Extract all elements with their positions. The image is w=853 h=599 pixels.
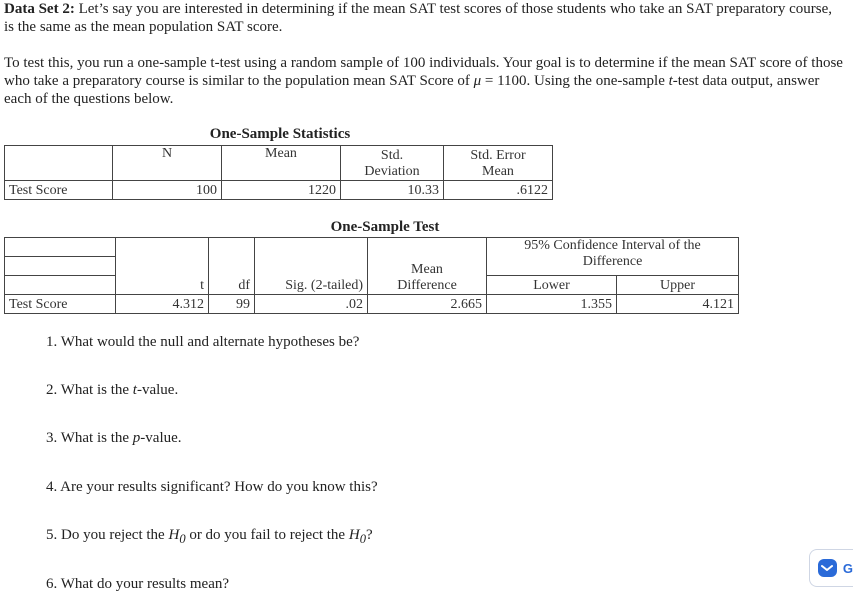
value-upper: 4.121	[617, 295, 739, 314]
header-md-line1: Mean	[411, 262, 443, 277]
test-table-caption: One-Sample Test	[330, 219, 440, 235]
q2-text-a: 2. What is the	[46, 382, 133, 398]
mu-symbol: μ	[473, 73, 482, 89]
value-df: 99	[209, 295, 255, 314]
data-set-label: Data Set 2:	[4, 1, 75, 17]
table-row	[5, 181, 553, 200]
value-mean-difference: 2.665	[368, 295, 487, 314]
q5-h-symbol-2: H	[348, 527, 360, 543]
q2-t-symbol: t	[132, 382, 137, 398]
q5-h-symbol: H	[168, 527, 180, 543]
one-sample-statistics-table	[4, 145, 553, 200]
stats-table-caption: One-Sample Statistics	[209, 126, 351, 142]
header-n: N	[113, 146, 222, 181]
header-sig: Sig. (2-tailed)	[255, 238, 368, 295]
header-std-error-mean	[444, 146, 553, 181]
chat-icon[interactable]	[818, 559, 837, 577]
t-symbol: t	[668, 73, 673, 89]
chat-widget-button[interactable]	[809, 549, 853, 587]
value-std-error-mean: .6122	[444, 181, 553, 200]
intro-paragraph	[4, 0, 844, 36]
question-6: 6. What do your results mean?	[46, 576, 230, 592]
empty-header-cell	[5, 238, 116, 257]
q5-text-c: ?	[365, 527, 373, 543]
chat-widget-letter[interactable]: G	[842, 560, 853, 576]
table-header-row-1	[5, 238, 739, 257]
ci-header-line2: Difference	[582, 254, 643, 269]
row-label: Test Score	[5, 295, 116, 314]
q5-text-b: or do you fail to reject the	[185, 527, 349, 543]
value-mean: 1220	[222, 181, 341, 200]
table-header-row	[5, 146, 553, 181]
header-upper: Upper	[617, 276, 739, 295]
header-mean: Mean	[222, 146, 341, 181]
header-sd-line1: Std.	[380, 148, 404, 163]
header-df: df	[209, 238, 255, 295]
q3-p-symbol: p	[132, 430, 141, 446]
q3-text-a: 3. What is the	[46, 430, 133, 446]
question-2	[46, 382, 178, 399]
header-md-line2: Difference	[397, 278, 457, 293]
row-label: Test Score	[5, 181, 113, 200]
value-t: 4.312	[116, 295, 209, 314]
table-row	[5, 295, 739, 314]
ci-header-line1: 95% Confidence Interval of the	[524, 238, 701, 253]
header-se-line1: Std. Error	[470, 148, 526, 163]
empty-header-cell	[5, 146, 113, 181]
header-std-deviation	[341, 146, 444, 181]
q5-h-subscript-2: 0	[359, 532, 366, 546]
instructions-text-a: To test this, you run a one-sample t-test using a random sample of 100 individuals. Your goal is to determine if the mean SAT score of those who take a preparatory course is similar to the population mean SAT Score of	[4, 55, 843, 89]
header-confidence-interval	[487, 238, 739, 276]
q3-text-c: -value.	[140, 430, 182, 446]
question-3	[46, 430, 182, 447]
q5-text-a: 5. Do you reject the	[46, 527, 169, 543]
empty-header-cell	[5, 257, 116, 276]
one-sample-test-table	[4, 237, 739, 314]
value-n: 100	[113, 181, 222, 200]
q5-h-subscript: 0	[179, 532, 186, 546]
header-se-line2: Mean	[482, 164, 514, 179]
value-std-deviation: 10.33	[341, 181, 444, 200]
q2-text-c: -value.	[136, 382, 179, 398]
question-4: 4. Are your results significant? How do you know this?	[46, 479, 378, 495]
header-t: t	[116, 238, 209, 295]
header-lower: Lower	[487, 276, 617, 295]
header-mean-difference	[368, 238, 487, 295]
instructions-text-b: -test data output, answer each of the questions below.	[4, 73, 820, 107]
header-sd-line2: Deviation	[364, 164, 420, 179]
value-sig: .02	[255, 295, 368, 314]
value-lower: 1.355	[487, 295, 617, 314]
instructions-paragraph	[4, 54, 844, 108]
question-1: 1. What would the null and alternate hypotheses be?	[46, 334, 360, 350]
intro-text: Let’s say you are interested in determining if the mean SAT test scores of those students who take an SAT preparatory course, is the same as the mean population SAT score.	[4, 1, 832, 35]
empty-header-cell	[5, 276, 116, 295]
instructions-text-eq: = 1100. Using the one-sample	[481, 73, 669, 89]
question-5	[46, 527, 373, 547]
